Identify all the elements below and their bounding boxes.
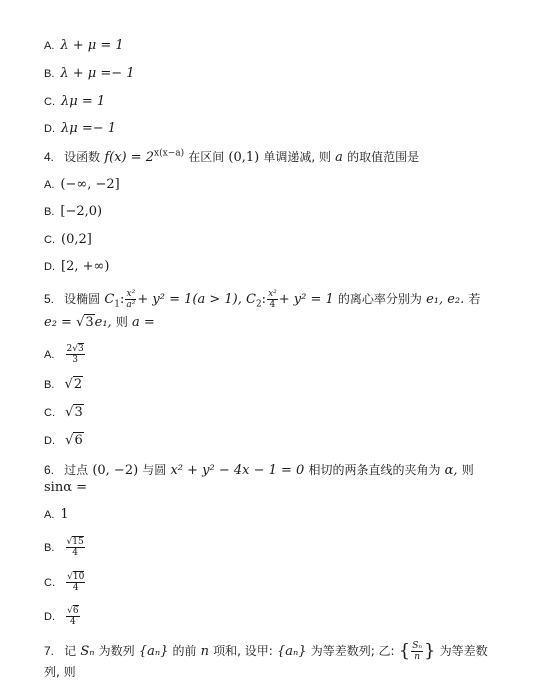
- radicand: 15: [72, 537, 84, 547]
- sqrt: √3: [65, 405, 83, 420]
- option-letter: D.: [44, 261, 55, 273]
- q5-option-d[interactable]: [44, 433, 84, 449]
- option-letter: B.: [44, 68, 55, 80]
- fraction: $\frac{√6}{4}$: [67, 606, 79, 627]
- q5-option-a[interactable]: [44, 344, 86, 365]
- radicand: 6: [72, 606, 79, 616]
- fraction: [267, 289, 278, 310]
- option-letter: A.: [44, 179, 55, 191]
- frac-num: x²: [126, 289, 136, 299]
- option-letter: B.: [44, 379, 55, 391]
- sqrt: √2: [64, 377, 83, 392]
- option-letter: A.: [44, 349, 55, 361]
- math-expr: a =: [132, 315, 155, 330]
- q3-option-d[interactable]: [44, 121, 116, 137]
- math-point: (0, −2): [92, 463, 139, 478]
- math-expr: + y² = 1(a > 1),: [137, 292, 242, 307]
- stem-text: 设函数: [64, 150, 101, 164]
- sqrt: √3: [76, 315, 94, 330]
- frac-den: 4: [72, 583, 79, 593]
- q6-option-d[interactable]: [44, 606, 81, 627]
- stem-text: 过点: [64, 463, 89, 477]
- option-letter: C.: [44, 577, 55, 589]
- question-number: 7.: [44, 644, 55, 658]
- option-text: (−∞, −2]: [60, 177, 120, 192]
- option-text: λ + μ = 1: [60, 38, 124, 53]
- option-text: (0,2]: [61, 232, 92, 247]
- fraction: $\frac{√10}{4}$: [67, 572, 85, 593]
- math-set: {aₙ}: [138, 644, 169, 659]
- frac-den: 4: [70, 617, 76, 627]
- radicand: 3: [74, 405, 83, 420]
- frac-num: Sₙ: [412, 641, 423, 651]
- math-var: Sₙ: [80, 644, 95, 659]
- option-letter: C.: [44, 407, 55, 419]
- q6-option-a[interactable]: [44, 507, 69, 523]
- stem-text: 为等差数: [439, 644, 488, 658]
- option-text: 1: [60, 507, 69, 522]
- math-expr: x² + y² − 4x − 1 = 0: [170, 463, 305, 478]
- option-letter: D.: [44, 611, 55, 623]
- q4-option-a[interactable]: [44, 177, 120, 193]
- frac-coef: 2: [66, 344, 73, 354]
- frac-den: 3: [72, 355, 79, 365]
- frac-den: n: [414, 652, 421, 662]
- math-sub: 2: [255, 299, 262, 310]
- q7-stem-line2: [44, 664, 76, 681]
- math-var: n: [200, 644, 210, 659]
- radicand: 6: [74, 433, 83, 448]
- stem-text: 的取值范围是: [347, 150, 420, 164]
- math-expr: e₁,: [94, 315, 112, 330]
- q6-option-c[interactable]: [44, 572, 86, 593]
- math-interval: (0,1): [228, 150, 260, 165]
- option-letter: B.: [44, 542, 55, 554]
- question-number: 6.: [44, 463, 55, 477]
- frac-den: 4: [72, 548, 79, 558]
- q3-option-a[interactable]: [44, 38, 124, 54]
- radicand: 3: [78, 344, 84, 354]
- radicand: 10: [72, 572, 85, 582]
- question-number: 5.: [44, 292, 55, 306]
- option-text: [−2,0): [60, 204, 103, 219]
- fraction: $\frac{2√3}{3}$: [66, 344, 84, 365]
- fraction: $\frac{√15}{4}$: [66, 537, 84, 558]
- fraction: [411, 641, 423, 662]
- option-letter: C.: [44, 96, 55, 108]
- stem-text: 与圆: [142, 463, 167, 477]
- q6-stem-line2: [44, 480, 87, 496]
- stem-text: 则: [461, 463, 474, 477]
- stem-text: 列, 则: [44, 665, 76, 679]
- q6-option-b[interactable]: [44, 537, 86, 558]
- q4-option-c[interactable]: [44, 232, 92, 248]
- left-brace: {: [398, 640, 411, 662]
- math-func: f(x) = 2: [104, 150, 155, 165]
- option-text: λμ = 1: [61, 94, 106, 109]
- math-var: a: [335, 150, 343, 165]
- math-var: α,: [444, 463, 458, 478]
- radicand: 2: [73, 377, 83, 392]
- q6-stem-line1: [44, 462, 474, 479]
- radicand: 3: [85, 315, 94, 330]
- q4-option-b[interactable]: [44, 204, 102, 220]
- q7-stem-line1: [44, 641, 488, 662]
- math-set: {aₙ}: [277, 644, 307, 659]
- stem-text: 单调递减, 则: [263, 150, 332, 164]
- stem-text: 记: [64, 644, 77, 658]
- stem-text: 项和, 设甲:: [213, 644, 273, 658]
- math-expr: + y² = 1: [278, 292, 334, 307]
- right-brace: }: [424, 640, 436, 662]
- option-letter: A.: [44, 40, 55, 52]
- frac-den: a²: [126, 300, 136, 310]
- q4-option-d[interactable]: [44, 259, 109, 275]
- stem-text: 的离心率分别为: [337, 292, 422, 306]
- q5-stem-line2: [44, 314, 155, 331]
- math-var: C: [245, 292, 256, 307]
- option-letter: A.: [44, 509, 55, 521]
- stem-text: 则: [115, 315, 128, 329]
- fraction: [125, 289, 136, 310]
- frac-num: x²: [268, 289, 277, 299]
- stem-text: 若: [468, 292, 481, 306]
- q5-option-b[interactable]: [44, 377, 83, 393]
- stem-text: 为数列: [98, 644, 135, 658]
- q3-option-c[interactable]: [44, 94, 105, 110]
- option-letter: D.: [44, 435, 55, 447]
- option-letter: D.: [44, 123, 55, 135]
- q5-option-c[interactable]: [44, 405, 84, 421]
- stem-text: 的前: [172, 644, 197, 658]
- math-expr: sinα =: [44, 480, 88, 495]
- math-expr: e₂ =: [44, 315, 72, 330]
- stem-text: 在区间: [188, 150, 225, 164]
- option-text: [2, +∞): [61, 259, 110, 274]
- stem-text: 相切的两条直线的夹角为: [308, 463, 441, 477]
- option-text: λ + μ =− 1: [60, 66, 135, 81]
- stem-text: 设椭圆: [64, 292, 101, 306]
- question-number: 4.: [44, 150, 55, 164]
- q3-option-b[interactable]: [44, 66, 135, 82]
- q4-stem: [44, 149, 419, 166]
- option-letter: B.: [44, 206, 55, 218]
- stem-text: 为等差数列; 乙:: [310, 644, 395, 658]
- frac-den: 4: [269, 300, 276, 310]
- option-letter: C.: [44, 234, 55, 246]
- option-text: λμ =− 1: [61, 121, 117, 136]
- math-expr: e₁, e₂.: [426, 292, 465, 307]
- q5-stem-line1: 5. 设椭圆 $C_1$: $\frac{\text{x²}}{\text{a²}}$ + y² = 1(a > 1), $C_2$: $\frac{\text{x²}}{4}$ + y² = 1 的离心率分别为 e₁, e₂. 若: [44, 289, 481, 310]
- math-exponent: x(x−a): [154, 148, 185, 159]
- math-var: C: [104, 292, 115, 307]
- math-sub: 1: [114, 299, 120, 310]
- sqrt: √6: [65, 433, 83, 448]
